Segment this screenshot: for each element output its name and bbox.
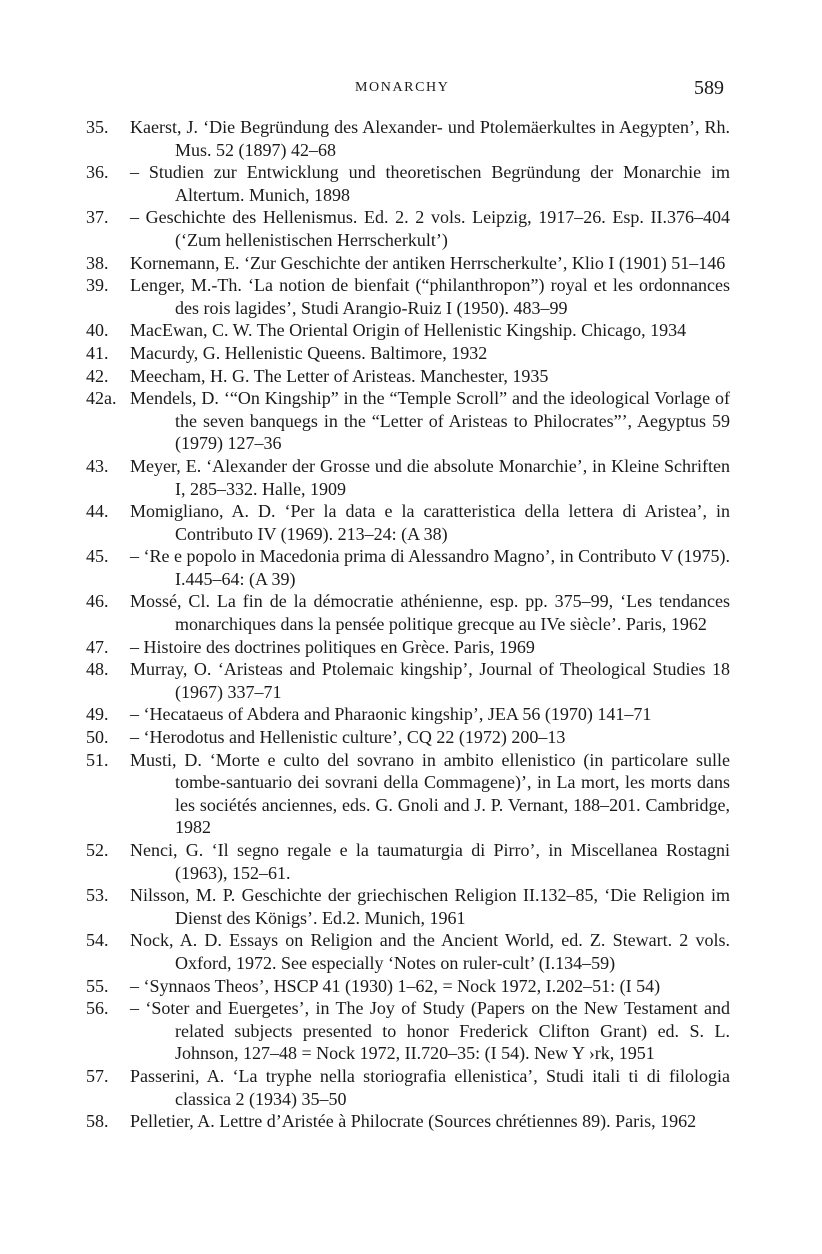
entry-number: 54. <box>86 930 109 951</box>
bibliography-entry <box>0 1065 730 1110</box>
entry-text: Kornemann, E. ‘Zur Geschichte der antiken Herrscherkulte’, Klio I (1901) 51–146 <box>130 252 726 273</box>
entry-number: 40. <box>86 320 109 341</box>
entry-text: Musti, D. ‘Morte e culto del sovrano in ambito ellenistico (in particolare sulle tombe-santuario dei sovrani della Commagene)’, in La mort, les morts dans les sociétés anciennes, eds. G. Gnoli and J. P. Vernant, 188–201. Cambridge, 1982 <box>130 749 730 838</box>
entry-number: 42. <box>86 365 109 386</box>
entry-number: 50. <box>86 727 109 748</box>
bibliography-entry <box>0 365 730 388</box>
bibliography-entry <box>0 161 730 206</box>
bibliography-entry <box>0 636 730 659</box>
bibliography-entry <box>0 116 730 161</box>
bibliography-entry <box>0 726 730 749</box>
entry-text: Momigliano, A. D. ‘Per la data e la caratteristica della lettera di Aristea’, in Contributo IV (1969). 213–24: (A 38) <box>130 501 730 544</box>
entry-text: Nock, A. D. Essays on Religion and the Ancient World, ed. Z. Stewart. 2 vols. Oxford, 1972. See especially ‘Notes on ruler-cult’ (I.134–59) <box>130 930 730 973</box>
entry-text: – Geschichte des Hellenismus. Ed. 2. 2 vols. Leipzig, 1917–26. Esp. II.376–404 (‘Zum hellenistischen Herrscherkult’) <box>130 207 730 250</box>
bibliography-entry <box>0 252 730 275</box>
entry-text: Passerini, A. ‘La tryphe nella storiografia ellenistica’, Studi itali ti di filologia classica 2 (1934) 35–50 <box>130 1065 730 1109</box>
entry-number: 53. <box>86 885 109 906</box>
page-header <box>0 77 822 110</box>
bibliography-entry <box>0 749 730 839</box>
entry-number: 51. <box>86 749 109 770</box>
bibliography-entry <box>0 590 730 635</box>
entry-text: Kaerst, J. ‘Die Begründung des Alexander- und Ptolemäerkultes in Aegypten’, Rh. Mus. 52 (1897) 42–68 <box>130 117 730 160</box>
entry-text: – ‘Re e popolo in Macedonia prima di Alessandro Magno’, in Contributo V (1975). I.445–64: (A 39) <box>130 546 730 589</box>
entry-number: 49. <box>86 704 109 725</box>
bibliography-entry <box>0 997 730 1065</box>
entry-number: 41. <box>86 342 109 363</box>
entry-text: Macurdy, G. Hellenistic Queens. Baltimore, 1932 <box>130 342 488 363</box>
entry-number: 42a. <box>86 388 117 409</box>
bibliography-entry <box>0 703 730 726</box>
entry-text: Murray, O. ‘Aristeas and Ptolemaic kingship’, Journal of Theological Studies 18 (1967) 337–71 <box>130 659 730 702</box>
bibliography-entry <box>0 1110 730 1133</box>
bibliography-entry <box>0 975 730 998</box>
entry-number: 35. <box>86 117 109 137</box>
entry-number: 36. <box>86 162 109 183</box>
entry-text: Lenger, M.-Th. ‘La notion de bienfait (“philanthropon”) royal et les ordonnances des rois lagides’, Studi Arangio-Ruiz I (1950). 483–99 <box>130 275 730 318</box>
entry-text: – Histoire des doctrines politiques en Grèce. Paris, 1969 <box>130 636 535 657</box>
entry-text: Mendels, D. ‘“On Kingship” in the “Temple Scroll” and the ideological Vorlage of the seven banquegs in the “Letter of Aristeas to Philocrates”’, Aegyptus 59 (1979) 127–36 <box>130 388 730 454</box>
entry-text: – ‘Soter and Euergetes’, in The Joy of Study (Papers on the New Testament and related subjects presented to honor Frederick Clifton Grant) ed. S. L. Johnson, 127–48 = Nock 1972, II.720–35: (I 54). New Y ›rk, 1951 <box>130 998 730 1064</box>
bibliography-entry <box>0 319 730 342</box>
entry-text: MacEwan, C. W. The Oriental Origin of Hellenistic Kingship. Chicago, 1934 <box>130 320 687 341</box>
page-number: 589 <box>694 77 724 99</box>
entry-text: Nenci, G. ‘Il segno regale e la taumaturgia di Pirro’, in Miscellanea Rostagni (1963), 152–61. <box>130 840 730 883</box>
entry-number: 46. <box>86 591 109 612</box>
bibliography-list <box>0 116 822 1133</box>
entry-number: 39. <box>86 275 109 296</box>
entry-number: 48. <box>86 659 109 680</box>
entry-number: 47. <box>86 636 109 657</box>
entry-number: 57. <box>86 1065 109 1086</box>
running-head: MONARCHY <box>355 80 450 95</box>
bibliography-entry <box>0 545 730 590</box>
bibliography-entry <box>0 455 730 500</box>
entry-number: 58. <box>86 1111 109 1132</box>
entry-text: Mossé, Cl. La fin de la démocratie athénienne, esp. pp. 375–99, ‘Les tendances monarchiques dans la pensée politique grecque au IVe siècle’. Paris, 1962 <box>130 591 730 635</box>
entry-number: 43. <box>86 455 109 476</box>
entry-number: 44. <box>86 501 109 522</box>
entry-text: Nilsson, M. P. Geschichte der griechischen Religion II.132–85, ‘Die Religion im Dienst des Königs’. Ed.2. Munich, 1961 <box>130 885 730 928</box>
entry-number: 56. <box>86 998 109 1019</box>
bibliography-entry <box>0 342 730 365</box>
entry-number: 45. <box>86 546 109 567</box>
bibliography-entry <box>0 658 730 703</box>
bibliography-entry <box>0 884 730 929</box>
entry-text: – ‘Synnaos Theos’, HSCP 41 (1930) 1–62, = Nock 1972, I.202–51: (I 54) <box>130 975 661 996</box>
entry-text: Pelletier, A. Lettre d’Aristée à Philocrate (Sources chrétiennes 89). Paris, 1962 <box>130 1111 697 1132</box>
entry-number: 37. <box>86 207 109 228</box>
bibliography-entry <box>0 274 730 319</box>
bibliography-entry <box>0 387 730 455</box>
entry-text: – ‘Hecataeus of Abdera and Pharaonic kingship’, JEA 56 (1970) 141–71 <box>130 704 652 725</box>
entry-number: 38. <box>86 252 109 273</box>
entry-text: – ‘Herodotus and Hellenistic culture’, CQ 22 (1972) 200–13 <box>130 727 566 748</box>
bibliography-entry <box>0 500 730 545</box>
entry-number: 55. <box>86 975 109 996</box>
bibliography-entry <box>0 206 730 251</box>
entry-number: 52. <box>86 840 109 860</box>
entry-text: Meyer, E. ‘Alexander der Grosse und die absolute Monarchie’, in Kleine Schriften I, 285–332. Halle, 1909 <box>130 455 730 499</box>
bibliography-entry <box>0 839 730 884</box>
bibliography-entry <box>0 929 730 974</box>
entry-text: – Studien zur Entwicklung und theoretischen Begründung der Monarchie im Altertum. Munich, 1898 <box>130 162 730 205</box>
entry-text: Meecham, H. G. The Letter of Aristeas. Manchester, 1935 <box>130 365 549 386</box>
